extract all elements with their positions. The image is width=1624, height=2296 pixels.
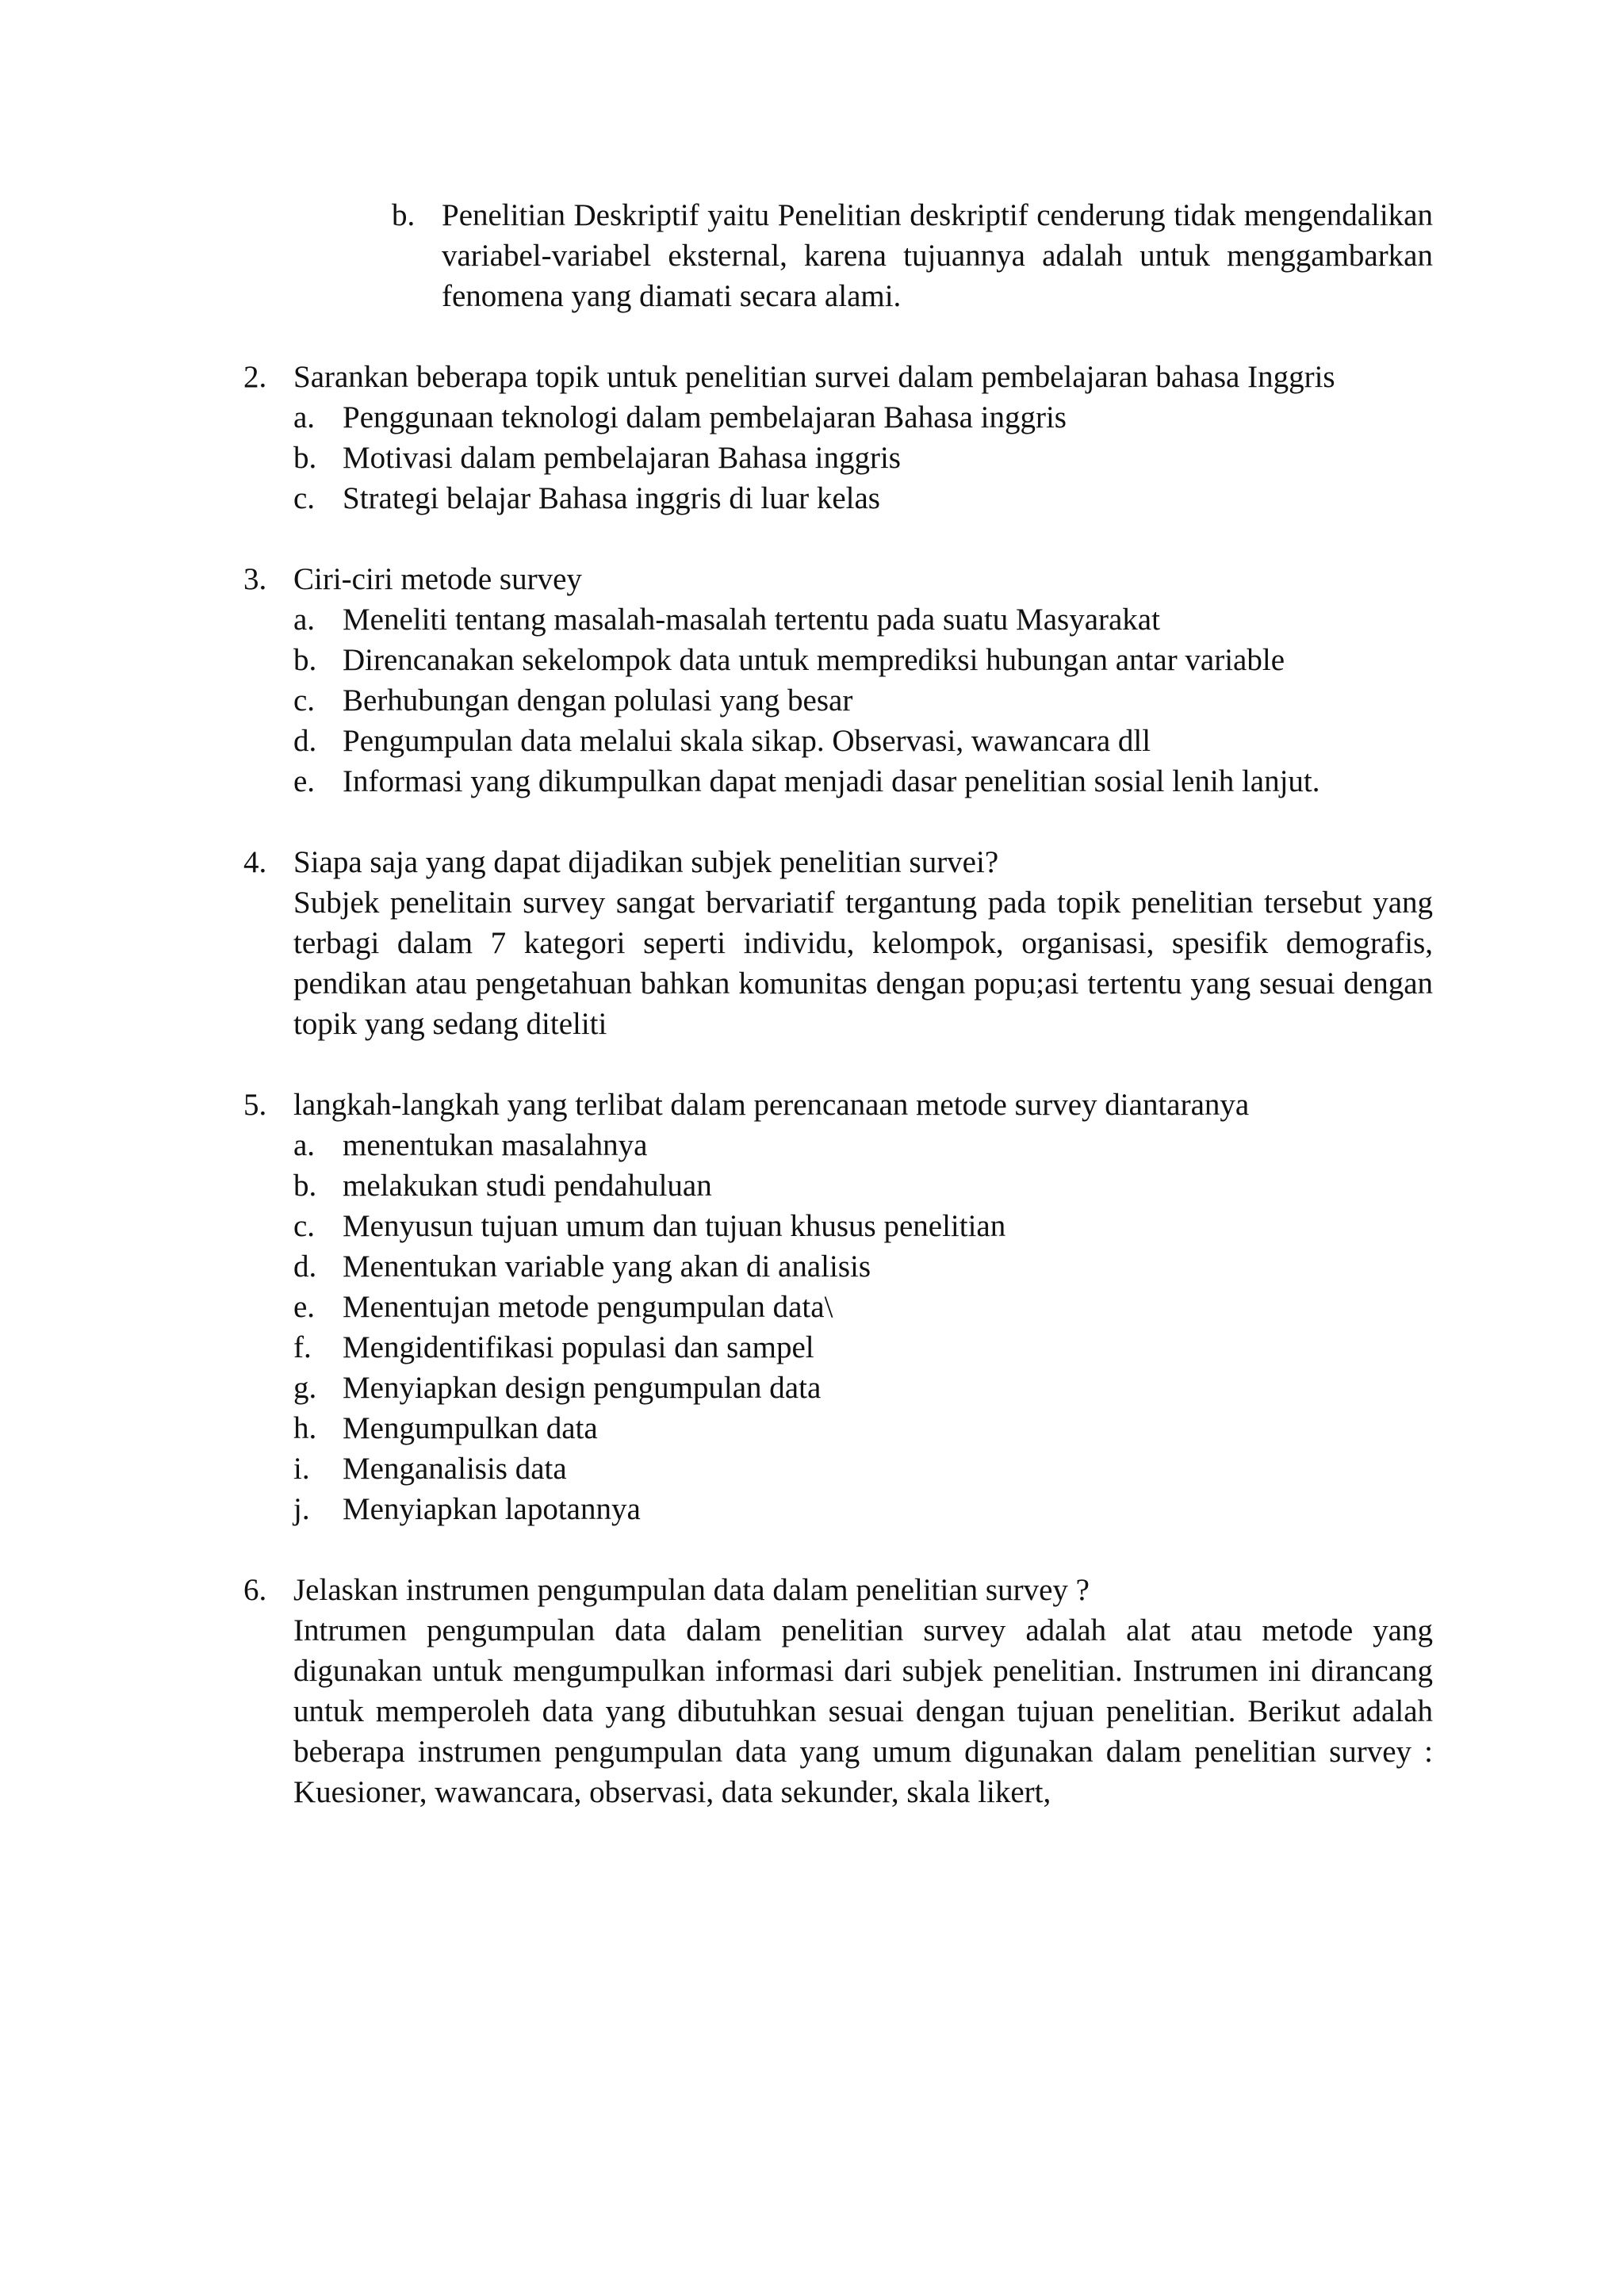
list-marker: b. — [293, 441, 317, 475]
list-marker: c. — [293, 1209, 316, 1243]
list-marker: i. — [293, 1452, 310, 1486]
list-item-text: Menentukan variable yang akan di analisis — [343, 1249, 871, 1284]
question-text: Ciri-ciri metode survey — [293, 562, 582, 596]
list-item — [293, 478, 1433, 519]
list-marker: a. — [293, 1128, 316, 1162]
question-number: 6. — [243, 1573, 267, 1607]
list-item — [293, 1125, 1433, 1165]
list-marker: b. — [392, 198, 416, 232]
question-item-4 — [243, 842, 1433, 1044]
list-item — [293, 1165, 1433, 1206]
list-item-text: Berhubungan dengan polulasi yang besar — [343, 683, 853, 718]
list-marker: d. — [293, 724, 317, 758]
question-item-6 — [243, 1570, 1433, 1812]
intro-list-item — [392, 195, 1433, 316]
list-marker: g. — [293, 1371, 317, 1405]
list-item-text: melakukan studi pendahuluan — [343, 1169, 712, 1203]
list-item-text: Menganalisis data — [343, 1452, 567, 1486]
list-item-text: Direncanakan sekelompok data untuk memprediksi hubungan antar variable — [343, 643, 1285, 677]
list-item-text: menentukan masalahnya — [343, 1128, 648, 1162]
list-marker: h. — [293, 1411, 317, 1445]
list-item — [293, 721, 1433, 761]
question-body — [293, 1085, 1433, 1529]
list-item — [293, 1327, 1433, 1368]
list-item — [293, 1246, 1433, 1287]
list-marker: b. — [293, 1169, 317, 1203]
list-marker: a. — [293, 603, 316, 637]
list-item-text: Menentujan metode pengumpulan data\ — [343, 1290, 833, 1324]
list-item — [293, 1489, 1433, 1529]
list-marker: c. — [293, 683, 316, 718]
list-item — [293, 397, 1433, 438]
question-body — [293, 559, 1433, 802]
answer-paragraph: Intrumen pengumpulan data dalam penelitian survey adalah alat atau metode yang digunakan untuk mengumpulkan informasi dari subjek penelitian. Instrumen ini dirancang untuk memperoleh data yang dibutuhkan sesuai dengan tujuan penelitian. Berikut adalah beberapa instrumen pengumpulan data yang umum digunakan dalam penelitian survey : Kuesioner, wawancara, observasi, data sekunder, skala likert, — [293, 1613, 1433, 1809]
list-item — [293, 1287, 1433, 1327]
question-body — [293, 842, 1433, 1044]
list-item — [293, 640, 1433, 680]
list-item — [293, 761, 1433, 802]
list-item-text: Penggunaan teknologi dalam pembelajaran Bahasa inggris — [343, 400, 1067, 434]
list-item-text: Informasi yang dikumpulkan dapat menjadi dasar penelitian sosial lenih lanjut. — [343, 764, 1320, 798]
question-text: Siapa saja yang dapat dijadikan subjek penelitian survei? — [293, 845, 999, 879]
list-item-text: Menyiapkan design pengumpulan data — [343, 1371, 822, 1405]
question-body — [293, 1570, 1433, 1812]
list-marker: e. — [293, 1290, 316, 1324]
list-marker: a. — [293, 400, 316, 434]
list-marker: f. — [293, 1330, 312, 1364]
answer-paragraph: Subjek penelitain survey sangat bervariatif tergantung pada topik penelitian tersebut yang terbagi dalam 7 kategori seperti individu, kelompok, organisasi, spesifik demografis, pendikan atau pengetahuan bahkan komunitas dengan popu;asi tertentu yang sesuai dengan topik yang sedang diteliti — [293, 886, 1433, 1041]
document-content — [243, 195, 1433, 1812]
question-text: Sarankan beberapa topik untuk penelitian survei dalam pembelajaran bahasa Inggris — [293, 360, 1335, 394]
intro-item-text: Penelitian Deskriptif yaitu Penelitian deskriptif cenderung tidak mengendalikan variabel-variabel eksternal, karena tujuannya adalah untuk menggambarkan fenomena yang diamati secara alami. — [442, 198, 1433, 313]
question-body — [293, 357, 1433, 519]
question-number: 3. — [243, 562, 267, 596]
list-item-text: Mengidentifikasi populasi dan sampel — [343, 1330, 814, 1364]
list-item — [293, 599, 1433, 640]
question-number: 2. — [243, 360, 267, 394]
question-item-2 — [243, 357, 1433, 519]
list-item-text: Mengumpulkan data — [343, 1411, 598, 1445]
list-item — [293, 1206, 1433, 1246]
list-item-text: Strategi belajar Bahasa inggris di luar kelas — [343, 481, 880, 515]
list-marker: j. — [293, 1492, 310, 1526]
list-item-text: Motivasi dalam pembelajaran Bahasa inggris — [343, 441, 901, 475]
list-item — [293, 680, 1433, 721]
list-marker: b. — [293, 643, 317, 677]
list-item — [293, 1448, 1433, 1489]
list-item — [293, 438, 1433, 478]
list-marker: d. — [293, 1249, 317, 1284]
question-text: Jelaskan instrumen pengumpulan data dalam penelitian survey ? — [293, 1573, 1090, 1607]
list-marker: e. — [293, 764, 316, 798]
question-item-3 — [243, 559, 1433, 802]
question-number: 4. — [243, 845, 267, 879]
list-item-text: Pengumpulan data melalui skala sikap. Observasi, wawancara dll — [343, 724, 1151, 758]
question-item-5 — [243, 1085, 1433, 1529]
list-item-text: Menyiapkan lapotannya — [343, 1492, 641, 1526]
list-marker: c. — [293, 481, 316, 515]
question-number: 5. — [243, 1088, 267, 1122]
list-item-text: Meneliti tentang masalah-masalah tertentu pada suatu Masyarakat — [343, 603, 1160, 637]
list-item — [293, 1368, 1433, 1408]
list-item — [293, 1408, 1433, 1448]
list-item-text: Menyusun tujuan umum dan tujuan khusus penelitian — [343, 1209, 1006, 1243]
question-text: langkah-langkah yang terlibat dalam perencanaan metode survey diantaranya — [293, 1088, 1250, 1122]
